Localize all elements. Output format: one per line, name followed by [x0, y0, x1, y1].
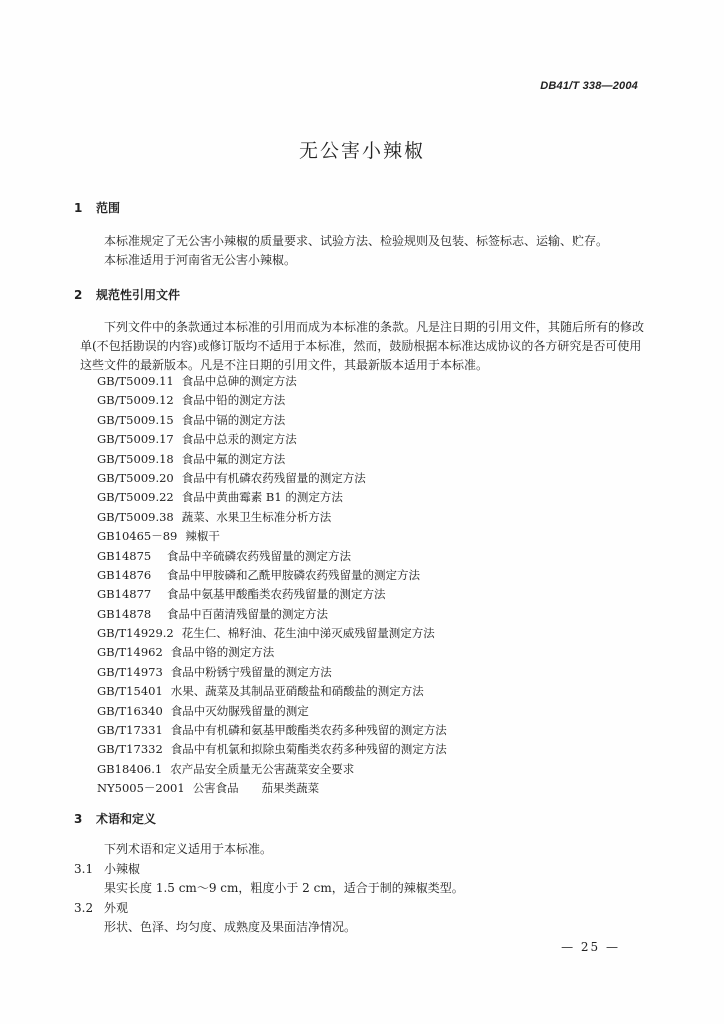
reference-code: GB/T5009.11 [97, 374, 174, 388]
reference-name: 花生仁、棉籽油、花生油中涕灭威残留量测定方法 [181, 626, 435, 641]
term-number: 3.2 [74, 901, 94, 915]
reference-item [97, 663, 447, 682]
reference-name: 农产品安全质量无公害蔬菜安全要求 [170, 761, 355, 776]
term-3-2-definition [80, 918, 645, 937]
reference-item [97, 488, 447, 507]
paragraph-text: 果实长度 1.5 cm～9 cm，粗度小于 2 cm，适合于制的辣椒类型。 [104, 881, 464, 895]
reference-item [97, 391, 447, 410]
reference-item [97, 585, 447, 604]
section-3-intro [80, 840, 645, 859]
paragraph-text: 形状、色泽、均匀度、成熟度及果面洁净情况。 [104, 920, 357, 934]
term-name: 小辣椒 [104, 862, 141, 876]
reference-code: GB/T17332 [97, 742, 163, 757]
reference-item [97, 643, 447, 662]
reference-code: GB/T5009.17 [97, 432, 174, 447]
normative-references-list [97, 372, 447, 799]
section-1-paragraph-1 [80, 232, 645, 251]
reference-code: NY5005－2001 [97, 781, 185, 796]
reference-item [97, 740, 447, 759]
reference-code: GB14877 [97, 587, 152, 602]
reference-code: GB/T15401 [97, 684, 163, 699]
reference-name: 食品中灭幼脲残留量的测定 [170, 703, 309, 718]
reference-item [97, 682, 447, 701]
reference-code: GB/T5009.20 [97, 470, 174, 485]
reference-code: GB/T5009.15 [97, 412, 174, 427]
reference-code: GB18406.1 [97, 761, 163, 776]
reference-name: 公害食品 茄果类蔬菜 [192, 781, 320, 796]
term-number: 3.1 [74, 862, 94, 876]
reference-code: GB/T5009.12 [97, 393, 174, 408]
reference-item [97, 721, 447, 740]
reference-item [97, 779, 447, 798]
term-name: 外观 [104, 901, 129, 915]
reference-name: 食品中辛硫磷农药残留量的测定方法 [167, 548, 351, 563]
reference-item [97, 430, 447, 449]
reference-item [97, 566, 447, 585]
reference-name: 食品中铬的测定方法 [170, 645, 275, 660]
section-title: 规范性引用文件 [96, 288, 181, 302]
reference-name: 食品中氨基甲酸酯类农药残留量的测定方法 [167, 587, 386, 602]
reference-code: GB/T16340 [97, 703, 163, 718]
paragraph-text: 下列术语和定义适用于本标准。 [104, 842, 273, 856]
reference-name: 水果、蔬菜及其制品亚硝酸盐和硝酸盐的测定方法 [170, 684, 424, 699]
section-title: 范围 [96, 201, 121, 215]
paragraph-text: 本标准适用于河南省无公害小辣椒。 [104, 253, 297, 267]
paragraph-text: 下列文件中的条款通过本标准的引用而成为本标准的条款。凡是注日期的引用文件，其随后所有的修改单(不包括勘误的内容)或修订版均不适用于本标准，然而，鼓励根据本标准达成协议的各方研究是否可使用这些文件的最新版本。凡是不注日期的引用文件，其最新版本适用于本标准。 [80, 320, 645, 372]
section-number: 3 [74, 812, 83, 826]
reference-name: 食品中粉锈宁残留量的测定方法 [170, 664, 332, 679]
section-2-heading [74, 286, 180, 303]
reference-name: 食品中有机磷和氨基甲酸酯类农药多种残留的测定方法 [170, 723, 447, 738]
reference-code: GB14875 [97, 548, 152, 563]
reference-code: GB/T14962 [97, 645, 163, 660]
reference-code: GB/T17331 [97, 723, 163, 738]
section-3-heading [74, 810, 156, 827]
reference-name: 食品中甲胺磷和乙酰甲胺磷农药残留量的测定方法 [167, 567, 420, 582]
paragraph-text: 本标准规定了无公害小辣椒的质量要求、试验方法、检验规则及包装、标签标志、运输、贮存。 [104, 234, 609, 248]
reference-item [97, 605, 447, 624]
reference-item [97, 624, 447, 643]
term-3-2-heading [74, 899, 128, 916]
standard-code: DB41/T 338—2004 [540, 80, 638, 92]
reference-code: GB/T14973 [97, 664, 163, 679]
section-1-heading [74, 199, 120, 216]
reference-code: GB14878 [97, 606, 152, 621]
reference-name: 食品中氟的测定方法 [181, 451, 286, 466]
reference-name: 食品中有机磷农药残留量的测定方法 [181, 470, 366, 485]
section-2-intro [80, 318, 645, 375]
section-title: 术语和定义 [96, 812, 157, 826]
reference-code: GB/T14929.2 [97, 626, 174, 641]
reference-code: GB14876 [97, 567, 152, 582]
document-title: 无公害小辣椒 [298, 140, 425, 162]
reference-item [97, 527, 447, 546]
term-3-1-heading [74, 860, 140, 877]
reference-code: GB10465－89 [97, 529, 178, 544]
reference-code: GB/T5009.38 [97, 509, 174, 524]
reference-code: GB/T5009.22 [97, 490, 174, 505]
reference-name: 食品中百菌清残留量的测定方法 [167, 606, 328, 621]
reference-item [97, 760, 447, 779]
section-number: 1 [74, 201, 83, 215]
reference-code: GB/T5009.18 [97, 451, 174, 466]
page-number: — 25 — [561, 940, 620, 954]
reference-item [97, 547, 447, 566]
reference-item [97, 411, 447, 430]
section-number: 2 [74, 288, 83, 302]
section-1-paragraph-2 [80, 251, 645, 270]
reference-item [97, 702, 447, 721]
reference-name: 食品中黄曲霉素 B1 的测定方法 [181, 490, 343, 505]
term-3-1-definition [80, 879, 645, 898]
reference-name: 食品中铅的测定方法 [181, 393, 286, 408]
reference-item [97, 450, 447, 469]
reference-name: 蔬菜、水果卫生标准分析方法 [181, 509, 332, 524]
reference-name: 食品中总砷的测定方法 [181, 374, 297, 388]
reference-name: 辣椒干 [185, 529, 220, 544]
reference-item [97, 372, 447, 391]
reference-item [97, 508, 447, 527]
reference-name: 食品中有机氯和拟除虫菊酯类农药多种残留的测定方法 [170, 742, 447, 757]
reference-name: 食品中总汞的测定方法 [181, 432, 297, 447]
reference-item [97, 469, 447, 488]
reference-name: 食品中镉的测定方法 [181, 412, 286, 427]
